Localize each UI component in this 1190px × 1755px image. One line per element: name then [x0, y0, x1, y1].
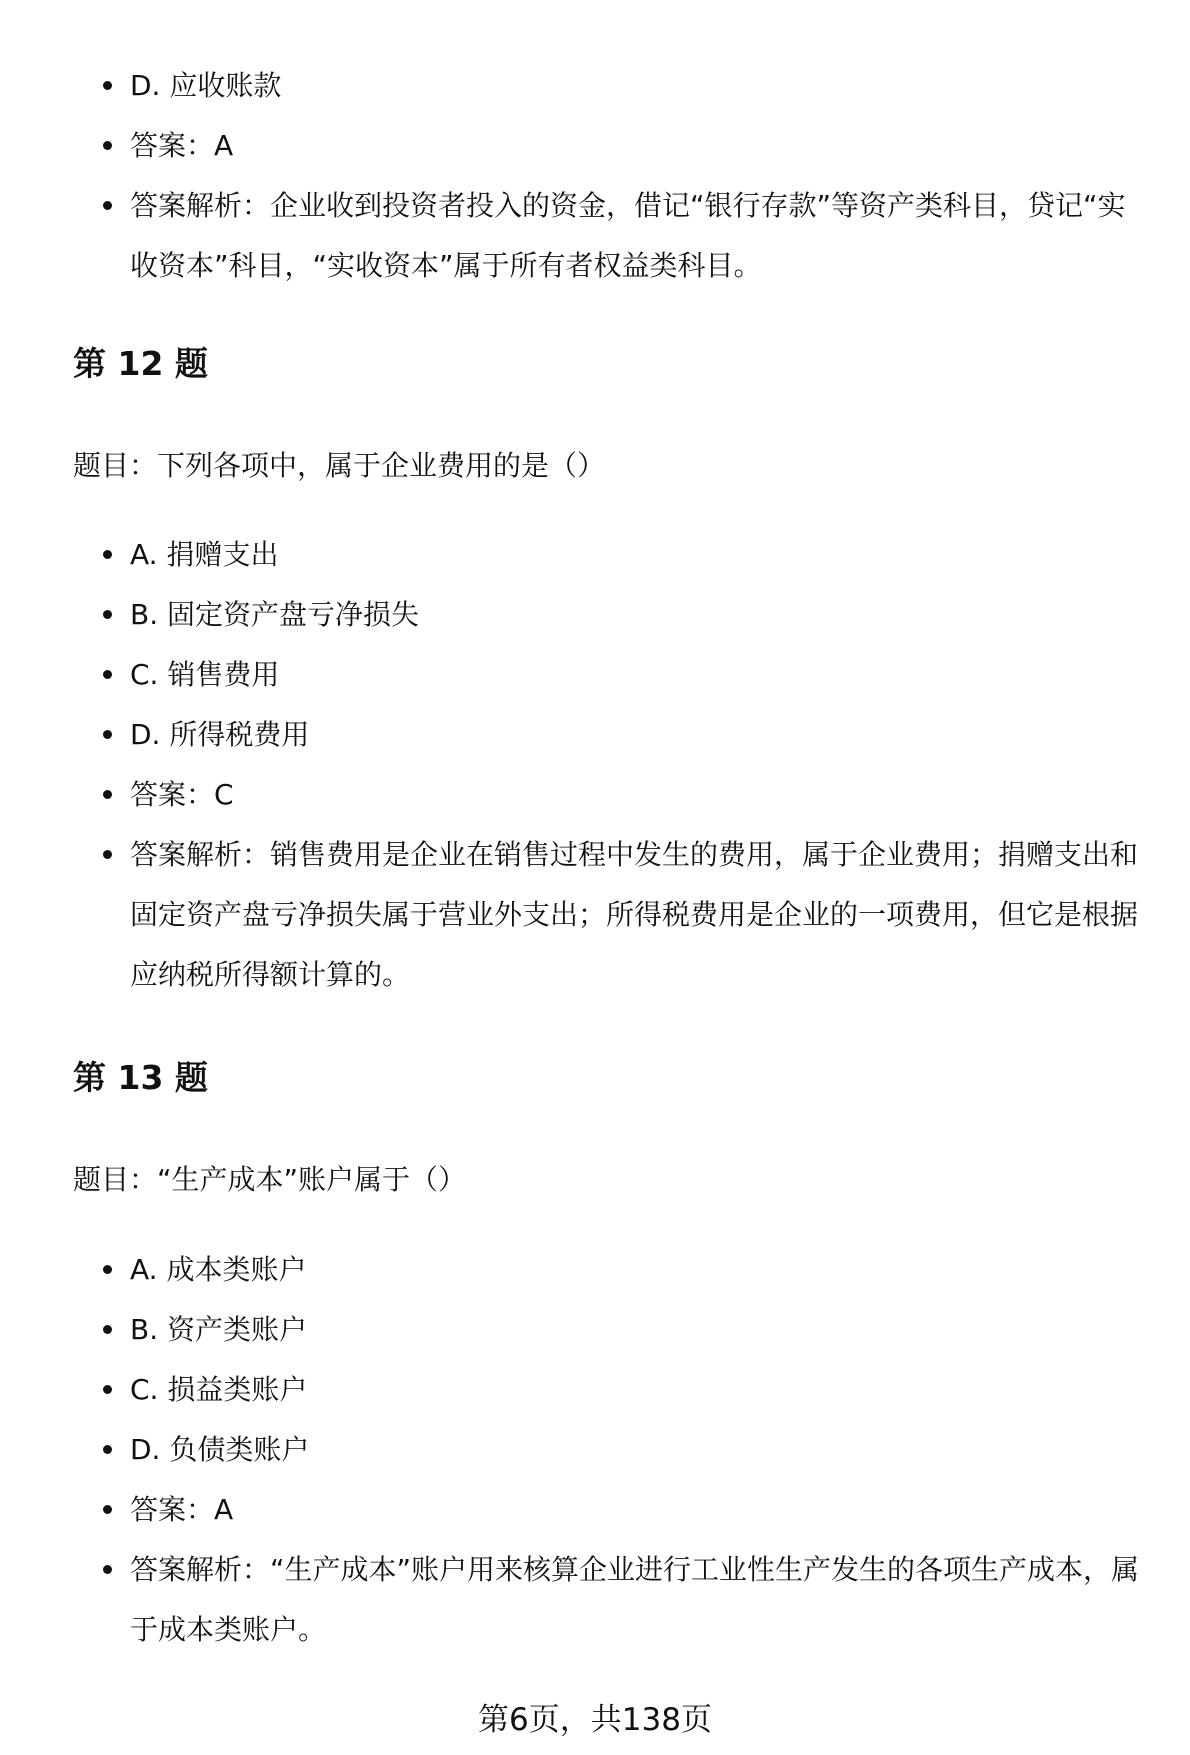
q13-option-a: A. 成本类账户 — [0, 1240, 1190, 1300]
q11-explanation: 答案解析：企业收到投资者投入的资金，借记“银行存款”等资产类科目，贷记“实收资本”科目，“实收资本”属于所有者权益类科目。 — [0, 176, 1190, 296]
q12-heading-wrap — [0, 344, 1190, 384]
q11-tail-section — [0, 56, 1190, 296]
q13-option-d: D. 负债类账户 — [0, 1420, 1190, 1480]
page-footer: 第6页，共138页 — [478, 1702, 712, 1738]
q13-option-c: C. 损益类账户 — [0, 1360, 1190, 1420]
q13-section — [0, 1240, 1190, 1660]
q12-explanation: 答案解析：销售费用是企业在销售过程中发生的费用，属于企业费用；捐赠支出和固定资产盘亏净损失属于营业外支出；所得税费用是企业的一项费用，但它是根据应纳税所得额计算的。 — [0, 825, 1190, 1005]
q12-question-wrap — [0, 446, 1190, 486]
q12-option-a: A. 捐赠支出 — [0, 525, 1190, 585]
q12-section — [0, 525, 1190, 1005]
q12-option-c: C. 销售费用 — [0, 645, 1190, 705]
q12-heading: 第 12 题 — [73, 344, 208, 383]
q13-explanation: 答案解析：“生产成本”账户用来核算企业进行工业性生产发生的各项生产成本，属于成本类账户。 — [0, 1540, 1190, 1660]
q12-answer: 答案：C — [0, 765, 1190, 825]
q13-question-wrap — [0, 1160, 1190, 1200]
q13-heading-wrap — [0, 1058, 1190, 1098]
q13-option-b: B. 资产类账户 — [0, 1300, 1190, 1360]
q13-answer: 答案：A — [0, 1480, 1190, 1540]
q13-list — [0, 1240, 1190, 1660]
q12-option-d: D. 所得税费用 — [0, 705, 1190, 765]
q13-question: 题目：“生产成本”账户属于（） — [73, 1163, 467, 1196]
q13-heading: 第 13 题 — [73, 1058, 208, 1097]
q12-list — [0, 525, 1190, 1005]
q11-list — [0, 56, 1190, 296]
q12-question: 题目：下列各项中，属于企业费用的是（） — [73, 449, 606, 482]
q12-option-b: B. 固定资产盘亏净损失 — [0, 585, 1190, 645]
q11-answer: 答案：A — [0, 116, 1190, 176]
q11-option-d: D. 应收账款 — [0, 56, 1190, 116]
